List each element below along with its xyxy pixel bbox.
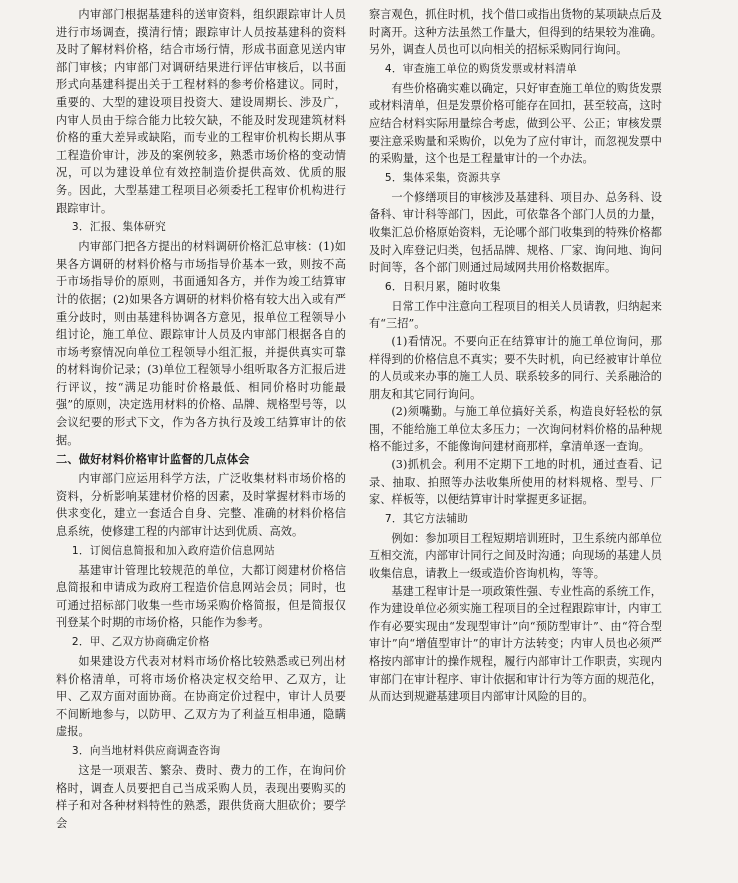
- subsection-heading: 6．日积月累，随时收集: [384, 280, 501, 293]
- paragraph: 如果建设方代表对材料市场价格比较熟悉或已列出材料价格清单，可将市场价格决定权交给甲、乙双方，让甲、乙双方面对面协商。在协商定价过程中，审计人员要不间断地参与，以防甲、乙双方为了利益互相串通，隐瞒虚报。: [56, 655, 346, 739]
- paragraph: 内审部门应运用科学方法，广泛收集材料市场价格的资料，分析影响某建材价格的因素，及时掌握材料市场的供求变化，建立一套适合自身、完整、准确的材料价格信息系统，使修建工程的内部审计达到优质、高效。: [56, 472, 346, 539]
- paragraph: (3)抓机会。利用不定期下工地的时机，通过查看、记录、抽取、拍照等办法收集所使用的材料规格、型号、厂家、样板等，以便结算审计时掌握更多证据。: [369, 458, 662, 507]
- paragraph: 内审部门根据基建科的送审资料，组织跟踪审计人员进行市场调查，摸清行情；跟踪审计人员按基建科的资料及时了解材料价格，结合市场行情，形成书面意见送内审部门审核；内审部门对调研结果进行评估审核后，以书面形式向基建科提出关于工程材料的参考价格建议。同时，重要的、大型的建设项目投资大、建设周期长、涉及广，内审人员由于综合能力比较欠缺，不能及时发现建筑材料价格的重大差异或缺陷，而专业的工程审价机构长期从事工程造价审计，涉及的案例较多，熟悉市场价格的变动情况，可以为建设单位有效控制造价提供高效、优质的服务。因此，大型基建工程项目必须委托工程审价机构进行跟踪审计。: [56, 8, 346, 215]
- subsection-heading: 7．其它方法辅助: [384, 512, 469, 525]
- subsection-heading: 5．集体采集，资源共享: [384, 171, 501, 184]
- left-column: [56, 6, 346, 832]
- paragraph: (2)须嘴勤。与施工单位搞好关系，构造良好轻松的氛围，不能给施工单位太多压力；一次询问材料价格的品种规格不能过多，不能像询问建材商那样，拿清单逐一查询。: [369, 405, 662, 454]
- paragraph: 基建审计管理比较规范的单位，大都订阅建材价格信息简报和申请成为政府工程造价信息网站会员；同时，也可通过招标部门收集一些市场采购价格简报，但是简报仅刊登某个时期的市场价格，只能作为参考。: [56, 563, 346, 630]
- paragraph: 一个修缮项目的审核涉及基建科、项目办、总务科、设备科、审计科等部门，因此，可依靠各个部门人员的力量，收集汇总价格原始资料，无论哪个部门收集到的特殊价格都及时入库登记归类，包括品牌、规格、厂家、询问地、询问时间等，各个部门则通过局域网共用价格数据库。: [369, 190, 662, 275]
- paragraph: 内审部门把各方提出的材料调研价格汇总审核：(1)如果各方调研的材料价格与市场指导价基本一致，则按不高于市场指导价的原则，书面通知各方，并作为竣工结算审计的依据；(2)如果各方调研的材料价格有较大出入或有严重分歧时，则由基建科协调各方意见，报单位工程领导小组讨论，施工单位、跟踪审计人员及内审部门根据各自的市场考察情况向单位工程领导小组汇报，并提供真实可靠的材料询价记录；(3)单位工程领导小组听取各方汇报后进行评议，按“满足功能时价格最低、相同价格时功能最强”的原则，决定选用材料的价格、品牌、规格型号等，以会议纪要的形式下文，作为各方执行及竣工结算审计的依据。: [56, 240, 346, 447]
- subsection-heading: 4．审查施工单位的购货发票或材料清单: [384, 62, 578, 75]
- right-column: [369, 6, 662, 706]
- paragraph: (1)看情况。不要向正在结算审计的施工单位询问，那样得到的价格信息不真实；要不失时机，向已经被审计单位的人员或来办事的施工人员、联系较多的同行、关系融洽的朋友和其它同行询问。: [369, 334, 662, 401]
- main-section-heading: 二、做好材料价格审计监督的几点体会: [56, 453, 250, 467]
- paragraph: 日常工作中注意向工程项目的相关人员请教，归纳起来有“三招”。: [369, 299, 662, 331]
- subsection-heading: 1．订阅信息简报和加入政府造价信息网站: [71, 544, 276, 557]
- paragraph: 例如：参加项目工程短期培训班时，卫生系统内部单位互相交流，内部审计同行之间及时沟通；向现场的基建人员收集信息，请教上一级或造价咨询机构，等等。: [369, 531, 662, 581]
- paragraph: 有些价格确实难以确定，只好审查施工单位的购货发票或材料清单，但是发票价格可能存在回扣，甚至较高，这时应结合材料实际用量综合考虑，做到公平、公正；审核发票要注意采购量和采购价，以免为了应付审计，而忽视发票中的采购量，这个也是工程量审计的一个办法。: [369, 81, 662, 166]
- paragraph: 察言观色，抓住时机，找个借口或指出货物的某项缺点后及时离开。这种方法虽然工作量大，但得到的结果较为准确。另外，调查人员也可以向相关的招标采购同行询问。: [369, 8, 662, 57]
- paragraph: 基建工程审计是一项政策性强、专业性高的系统工作，作为建设单位必须实施工程项目的全过程跟踪审计，内审工作有必要实现由“发现型审计”向“预防型审计”、由“符合型审计”向“增值型审计”的审计方法转变；内审人员也必须严格按内部审计的操作规程，履行内部审计工作职责，实现内审部门在审计程序、审计依据和审计行为等方面的规范化，从而达到规避基建项目内部审计风险的目的。: [369, 584, 662, 704]
- section-heading: 3．汇报、集体研究: [71, 221, 167, 234]
- subsection-heading: 3．向当地材料供应商调查咨询: [71, 744, 221, 757]
- paragraph: 这是一项艰苦、繁杂、费时、费力的工作，在询问价格时，调查人员要把自己当成采购人员，表现出要购买的样子和对各种材料特性的熟悉，跟供货商大胆砍价；要学会: [56, 763, 346, 830]
- subsection-heading: 2．甲、乙双方协商确定价格: [71, 636, 210, 648]
